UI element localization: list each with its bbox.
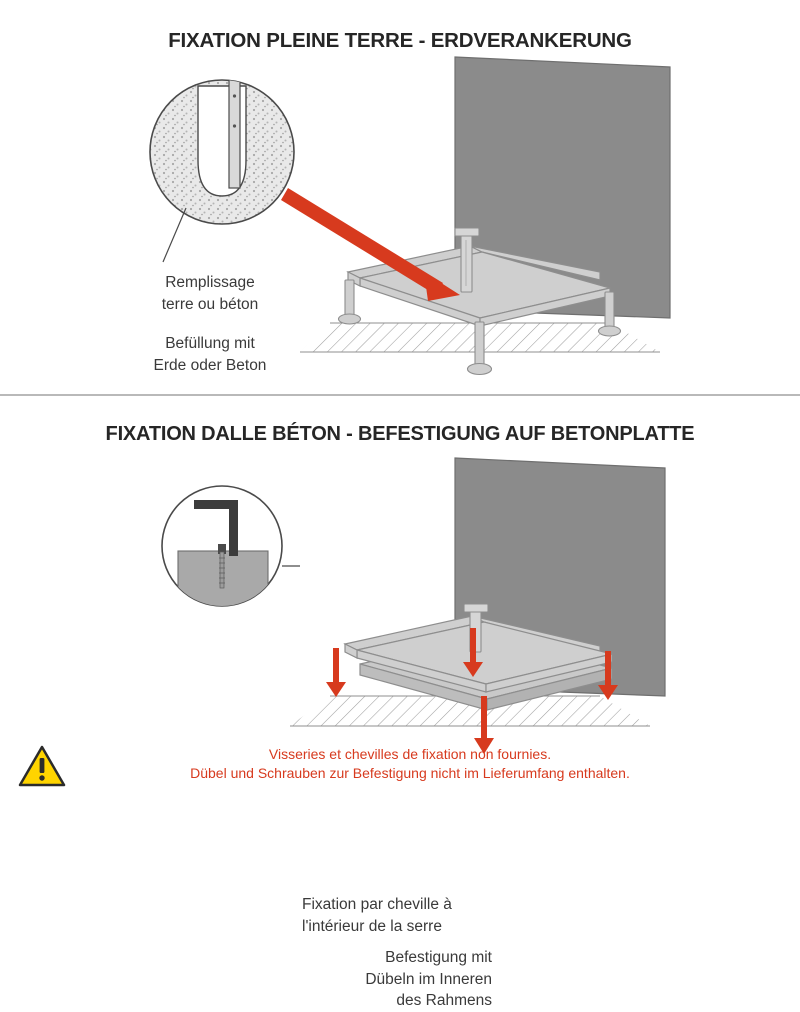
footer-note-fr: Visseries et chevilles de fixation non fournies. xyxy=(268,746,552,762)
callout-slab-fr-line2: l'intérieur de la serre xyxy=(302,917,442,935)
detail-circle-bottom xyxy=(162,486,282,611)
callout-ground-fr xyxy=(130,272,290,317)
callout-slab-fr-line1: Fixation par cheville à xyxy=(302,896,452,913)
callout-slab-de-line1: Befestigung mit xyxy=(385,949,492,966)
concrete-slab-illustration xyxy=(0,396,800,800)
panel-ground-anchoring xyxy=(0,0,800,394)
leader-line-top xyxy=(163,208,186,262)
red-arrow-left xyxy=(326,648,346,697)
callout-slab-de-line2: Dübeln im Inneren xyxy=(365,970,492,988)
callout-ground-de-line2: Erde oder Beton xyxy=(153,357,267,375)
footer-note-de: Dübel und Schrauben zur Befestigung nicht im Lieferumfang enthalten. xyxy=(190,764,630,781)
callout-slab-fr xyxy=(302,894,492,937)
callout-ground-fr-line2: terre ou béton xyxy=(161,296,259,314)
callout-ground-de xyxy=(130,333,290,378)
callout-slab-de-line3: des Rahmens xyxy=(396,992,492,1010)
panel-concrete-slab xyxy=(0,396,800,1010)
ground-anchoring-illustration xyxy=(0,0,800,394)
callout-ground-de-line1: Befüllung mit xyxy=(165,335,255,352)
footer-note xyxy=(60,745,760,783)
warning-triangle-icon xyxy=(18,744,66,788)
panel-title-concrete-slab: FIXATION DALLE BÉTON - BEFESTIGUNG AUF BETONPLATTE xyxy=(105,423,695,445)
detail-circle-top xyxy=(150,78,294,224)
callout-ground-fr-line1: Remplissage xyxy=(165,274,255,291)
panel-title-ground-anchoring: FIXATION PLEINE TERRE - ERDVERANKERUNG xyxy=(168,29,632,52)
callout-slab-de xyxy=(302,947,492,1012)
